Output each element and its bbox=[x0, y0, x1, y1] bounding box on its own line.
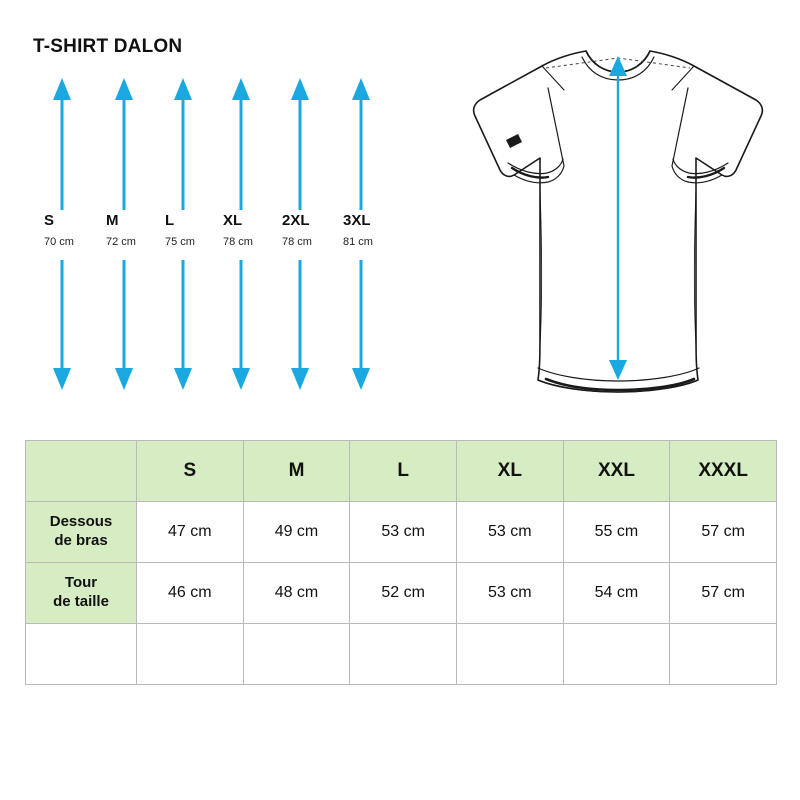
table-row bbox=[26, 563, 777, 624]
length-column-xl bbox=[223, 70, 285, 400]
size-label: L bbox=[165, 212, 175, 229]
table-cell: 53 cm bbox=[456, 502, 563, 563]
size-label: 3XL bbox=[343, 212, 371, 229]
double-arrow-icon bbox=[44, 70, 106, 400]
double-arrow-icon bbox=[223, 70, 285, 400]
table-cell bbox=[350, 624, 457, 685]
size-value: 78 cm bbox=[223, 236, 253, 248]
size-label: XL bbox=[223, 212, 243, 229]
table-col-head-xl: XL bbox=[456, 441, 563, 502]
row-label-line2: de taille bbox=[53, 593, 109, 610]
table-cell bbox=[456, 624, 563, 685]
table-cell: 53 cm bbox=[350, 502, 457, 563]
table-cell bbox=[243, 624, 350, 685]
double-arrow-icon bbox=[165, 70, 227, 400]
table-cell: 57 cm bbox=[670, 502, 777, 563]
table-cell: 57 cm bbox=[670, 563, 777, 624]
length-column-l bbox=[165, 70, 227, 400]
table-header-row bbox=[26, 441, 777, 502]
table-col-head-m: M bbox=[243, 441, 350, 502]
row-label-line1: Tour bbox=[64, 574, 98, 592]
length-column-s bbox=[44, 70, 106, 400]
row-label-line1: Dessous bbox=[49, 513, 113, 531]
table-col-head-l: L bbox=[350, 441, 457, 502]
row-label-line2: de bras bbox=[54, 532, 108, 549]
size-label: 2XL bbox=[282, 212, 310, 229]
table-cell: 46 cm bbox=[137, 563, 244, 624]
length-column-m bbox=[106, 70, 168, 400]
table-row-head-dessous-de-bras bbox=[26, 502, 137, 563]
length-chart bbox=[18, 70, 398, 400]
table-cell: 53 cm bbox=[456, 563, 563, 624]
table-row bbox=[26, 502, 777, 563]
table-cell: 49 cm bbox=[243, 502, 350, 563]
table-col-head-s: S bbox=[137, 441, 244, 502]
table-cell: 52 cm bbox=[350, 563, 457, 624]
length-column-2xl bbox=[282, 70, 344, 400]
table-cell bbox=[670, 624, 777, 685]
table-row-head-empty bbox=[26, 624, 137, 685]
size-value: 70 cm bbox=[44, 236, 74, 248]
size-value: 81 cm bbox=[343, 236, 373, 248]
table-cell: 47 cm bbox=[137, 502, 244, 563]
table-col-head-xxl: XXL bbox=[563, 441, 670, 502]
t-shirt-illustration bbox=[396, 28, 786, 408]
table-row bbox=[26, 624, 777, 685]
table-cell: 48 cm bbox=[243, 563, 350, 624]
table-cell bbox=[563, 624, 670, 685]
table-cell: 54 cm bbox=[563, 563, 670, 624]
size-label: S bbox=[44, 212, 55, 229]
size-value: 72 cm bbox=[106, 236, 136, 248]
double-arrow-icon bbox=[106, 70, 168, 400]
size-value: 75 cm bbox=[165, 236, 195, 248]
size-table bbox=[25, 440, 777, 685]
size-label: M bbox=[106, 212, 119, 229]
table-cell bbox=[137, 624, 244, 685]
table-col-head-xxxl: XXXL bbox=[670, 441, 777, 502]
table-corner-cell bbox=[26, 441, 137, 502]
table-cell: 55 cm bbox=[563, 502, 670, 563]
size-value: 78 cm bbox=[282, 236, 312, 248]
table-row-head-tour-de-taille bbox=[26, 563, 137, 624]
double-arrow-icon bbox=[282, 70, 344, 400]
page-title: T-SHIRT DALON bbox=[33, 36, 183, 57]
